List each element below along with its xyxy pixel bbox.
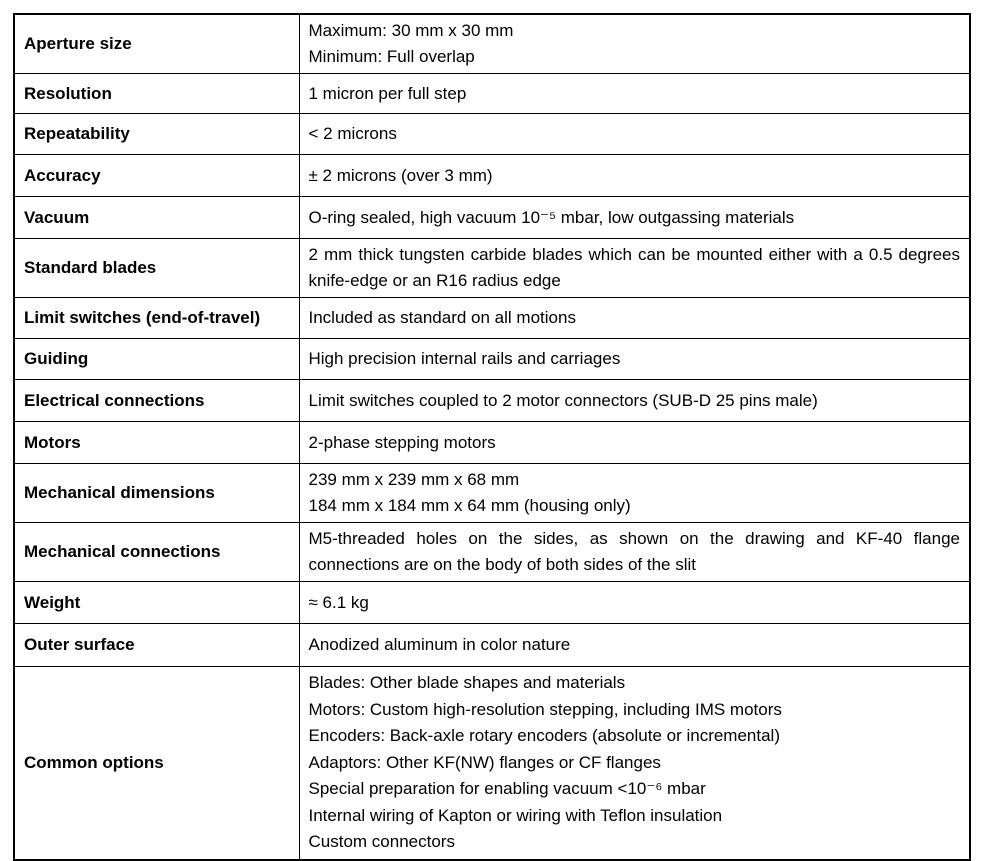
- spec-label: Resolution: [14, 74, 299, 114]
- spec-value-line: Blades: Other blade shapes and materials: [308, 673, 626, 692]
- spec-value: [299, 380, 970, 422]
- spec-value-line: ≈ 6.1 kg: [308, 592, 369, 612]
- spec-label: Motors: [14, 422, 299, 464]
- spec-value: [299, 339, 970, 380]
- table-row-guiding: [14, 339, 970, 380]
- spec-value: [299, 464, 970, 523]
- spec-label: Common options: [14, 667, 299, 860]
- table-row-weight: [14, 582, 970, 624]
- spec-value-paragraph: 2 mm thick tungsten carbide blades which can be mounted either with a 0.5 degrees knife-edge or an R16 radius edge: [308, 245, 960, 290]
- spec-label: Aperture size: [14, 14, 299, 74]
- spec-label: Accuracy: [14, 155, 299, 197]
- spec-label: Outer surface: [14, 624, 299, 667]
- table-row-mechanical-connections: [14, 523, 970, 582]
- spec-value-line: Minimum: Full overlap: [308, 47, 475, 66]
- spec-value: [299, 74, 970, 114]
- spec-value-line: Internal wiring of Kapton or wiring with Teflon insulation: [308, 805, 723, 825]
- spec-value-line: ± 2 microns (over 3 mm): [308, 165, 493, 185]
- specification-table: [13, 13, 971, 861]
- spec-value-line: 184 mm x 184 mm x 64 mm (housing only): [308, 496, 631, 515]
- spec-value: [299, 422, 970, 464]
- spec-value: [299, 582, 970, 624]
- spec-value: [299, 14, 970, 74]
- spec-label: Weight: [14, 582, 299, 624]
- spec-value-line: Maximum: 30 mm x 30 mm: [308, 21, 514, 40]
- table-row-motors: [14, 422, 970, 464]
- spec-value: [299, 667, 970, 860]
- table-row-resolution: [14, 74, 970, 114]
- spec-label: Limit switches (end-of-travel): [14, 298, 299, 339]
- spec-value: [299, 155, 970, 197]
- table-row-vacuum: [14, 197, 970, 239]
- spec-label: Mechanical connections: [14, 523, 299, 582]
- table-row-standard-blades: [14, 239, 970, 298]
- spec-label: Vacuum: [14, 197, 299, 239]
- table-row-common-options: [14, 667, 970, 860]
- spec-value-line: 239 mm x 239 mm x 68 mm: [308, 470, 520, 489]
- spec-label: Mechanical dimensions: [14, 464, 299, 523]
- table-row-outer-surface: [14, 624, 970, 667]
- spec-value-line: Limit switches coupled to 2 motor connectors (SUB-D 25 pins male): [308, 390, 818, 410]
- spec-value-line: < 2 microns: [308, 124, 397, 143]
- spec-value-line: Custom connectors: [308, 832, 455, 851]
- table-row-electrical-connections: [14, 380, 970, 422]
- spec-value-line: Encoders: Back-axle rotary encoders (absolute or incremental): [308, 726, 780, 745]
- spec-label: Repeatability: [14, 114, 299, 155]
- spec-value-line: 2-phase stepping motors: [308, 432, 496, 452]
- spec-value-line: Adaptors: Other KF(NW) flanges or CF flanges: [308, 752, 661, 772]
- table-row-repeatability: [14, 114, 970, 155]
- spec-value-line: O-ring sealed, high vacuum 10⁻⁵ mbar, low outgassing materials: [308, 207, 795, 227]
- spec-value-paragraph: M5-threaded holes on the sides, as shown on the drawing and KF-40 flange connections are on the body of both sides of the slit: [308, 529, 960, 574]
- spec-value-line: 1 micron per full step: [308, 83, 467, 103]
- spec-value-line: Motors: Custom high-resolution stepping, including IMS motors: [308, 699, 782, 719]
- spec-value: [299, 197, 970, 239]
- table-row-limit-switches: [14, 298, 970, 339]
- spec-label: Standard blades: [14, 239, 299, 298]
- spec-value: [299, 239, 970, 298]
- spec-value-line: Included as standard on all motions: [308, 308, 576, 327]
- spec-value: [299, 298, 970, 339]
- spec-value-line: High precision internal rails and carriages: [308, 349, 621, 368]
- table-row-accuracy: [14, 155, 970, 197]
- spec-value: [299, 523, 970, 582]
- spec-value: [299, 114, 970, 155]
- spec-label: Guiding: [14, 339, 299, 380]
- spec-label: Electrical connections: [14, 380, 299, 422]
- spec-value-line: Special preparation for enabling vacuum <10⁻⁶ mbar: [308, 779, 706, 798]
- spec-value: [299, 624, 970, 667]
- table-row-aperture-size: [14, 14, 970, 74]
- spec-value-line: Anodized aluminum in color nature: [308, 635, 571, 654]
- table-row-mechanical-dimensions: [14, 464, 970, 523]
